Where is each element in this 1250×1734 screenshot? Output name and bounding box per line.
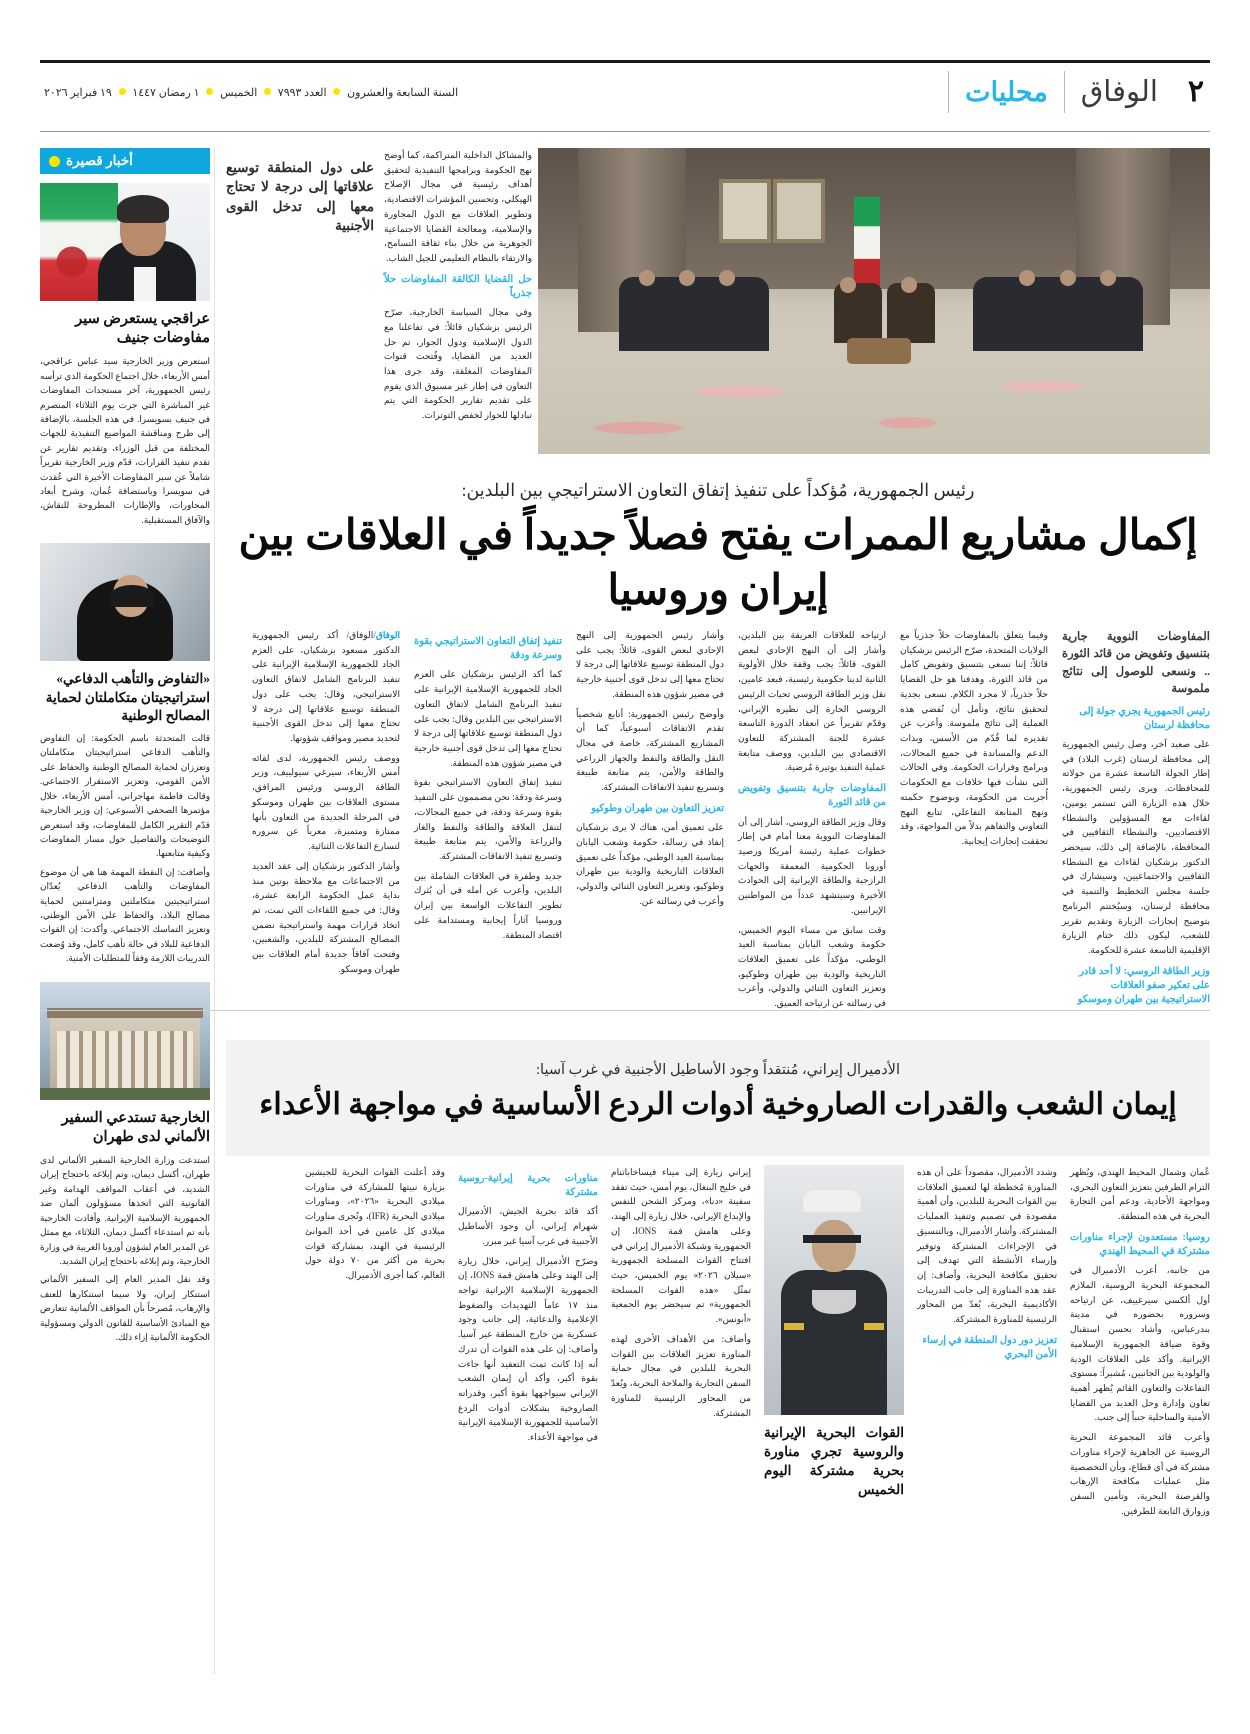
issue-number: العدد ٧٩٩٣ xyxy=(277,86,327,99)
iranian-navy-admiral-photo xyxy=(764,1165,904,1415)
short-news-body: قالت المتحدثة باسم الحكومة: إن التفاوض والتأهب الدفاعي استراتيجيتان متكاملتان وتعززان لحماية المصالح الوطنية والحفاظ على الأمن القومي، وتعزيز الاستقرار الاجتماعي. وقالت فاطمة مهاجراني، أمس الأربعاء، خلال مؤتمرها الصحفي الأسبوعي: إن وزير الخارجية قدّم التقرير الكامل للمفاوضات، وقد استعرض التوضيحات والتفاصيل حول مسار المفاوضات وكيفية متابعتها. وأضافت: إن النقطة المهمة هنا هي أن موضوع المفاوضات والتأهب الدفاعي يُعدّان استراتيجيتين متكاملتين ومتزامنتين لحماية مصالح البلاد، والحفاظ على الأمن الوطني، وتعزيز التماسك الاجتماعي. وأكدت: إن القوات الدفاعية للبلاد في حالة تأهب كامل، وقد وُضعت التدريبات اللازمة وفقاً للمتطلبات الأمنية. xyxy=(40,732,210,964)
issue-meta xyxy=(40,86,948,99)
list-item[interactable] xyxy=(40,543,210,965)
short-news-body: استدعت وزارة الخارجية السفير الألماني لدى طهران، أكسل ديمان، وتم إبلاغه باحتجاج إيران الشديد، في أعقاب المواقف الهدامة وغير القانونية التي اتخذها مسؤولون ألمان ضد الجمهورية الإسلامية الإيرانية. وأفادت الخارجية بأنه تم استدعاء أكسل ديمان، الثلاثاء، مع ممثل عن المدير العام لشؤون أوروبا الغربية في وزارة الخارجية، وتم إبلاغه باحتجاج إيران الشديد. وقد نقل المدير العام إلى السفير الألماني استنكار إيران، ولا سيما استنكارها للعنف والإرهاب، مُصرحاً بأن المواقف الألمانية تتعارض مع المبادئ الأساسية للقانون الدولي ومسؤولية الحكومة الألمانية إزاء ذلك. xyxy=(40,1154,210,1343)
araghchi-portrait-photo xyxy=(40,183,210,301)
issue-hijri-date: ١ رمضان ١٤٤٧ xyxy=(132,86,200,99)
subhead: مناورات بحرية إيرانية-روسية مشتركة xyxy=(458,1173,598,1199)
pezeshkian-russia-meeting-photo xyxy=(538,148,1210,454)
short-news-title: الخارجية تستدعي السفير الألماني لدى طهران xyxy=(61,1109,210,1145)
second-article-kicker: الأدميرال إيراني، مُنتقداً وجود الأساطيل الأجنبية في غرب آسيا: xyxy=(536,1062,900,1078)
second-article-title: إيمان الشعب والقدرات الصاروخية أدوات الردع الأساسية في مواجهة الأعداء xyxy=(259,1088,1177,1121)
page-number: ٢ xyxy=(1187,75,1204,108)
article-column: وشدد الأدميرال، مقصوداً على أن هذه المناورة مُخططة لها لتعميق العلاقات بين القوات البحرية للبلدين، وأن أهمية مقصودة في تصميم وتنفيذ العمليات المشتركة. وأشار الأدميرال، وبالتنسيق في الإجراءات المشتركة وتوفير وإرساء الأنشطة التي تهدف إلى تحقيق مكافحة البحرية، وأضاف: إن عقد هذه المناورة إلى جانب التدريبات الأكاديمية البحرية، يُعدّ من المحاور الرئيسية للمناورة المشتركة. تعزيز دور دول المنطقة في إرساء الأمن البحري xyxy=(917,1165,1057,1523)
short-news-sidebar xyxy=(40,148,210,1360)
article-column-lede: الوفاق/الوفاق/ أكد رئيس الجمهورية الدكتور مسعود بزشكيان، على العزم الجاد للجمهورية الإسلامية الإيرانية على تنفيذ البرنامج الشامل لاتفاق التعاون الاستراتيجي، وقال: يجب على دول المنطقة توسيع علاقاتها إلى درجة لا تحتاج معها إلى تدخل القوى الأجنبية لتحديد مصير ومواقف شؤونها. ووصف رئيس الجمهورية، لدى لقائه أمس الأربعاء، سيرغي سيولييف، وزير الطاقة الروسي ورئيس المرافق، مستوى العلاقات بين طهران وموسكو في المرحلة الجديدة من التعاون بأنها ممتازة ومتميزة، معرباً عن سروره لتسارع التفاعلات الثنائية. وأشار الدكتور بزشكيان إلى عقد العديد من الاجتماعات مع ملاحظة بوتين منذ بداية عمل الحكومة الرابعة عشرة، وقال: في جميع اللقاءات التي تمت، تم اتخاذ قرارات مهمة واستراتيجية نضمن المصالح المشتركة للبلدين، والشعبين، وفتحت آفاقاً جديدة أمام العلاقات بين طهران وموسكو. xyxy=(252,630,400,974)
short-news-banner xyxy=(40,148,210,174)
masthead-bottom-rule xyxy=(40,131,1210,132)
list-item[interactable] xyxy=(40,982,210,1345)
article-column: عُمان وشمال المحيط الهندي، ويُظهر التزام الطرفين بتعزيز التعاون البحري، ومواجهة الأحادية، ودعم أمن التجارة البحرية في هذه المنطقة. روسيا: مستعدون لإجراء مناورات مشتركة في المحيط الهندي من جانبه، أعرب الأدميرال في المجموعة البحرية الروسية، الملازم أول ألكسي سيرغييف، عن ارتياحه وسروره بحضوره في مدينة بندرعباس، وأشاد بحسن استقبال وقوة ضيافة الجمهورية الإسلامية الإيرانية. وأكد على العلاقات الودية والولودية بين الجانبين، مُشيراً: مستوى التفاعلات والتعاون القائم يُظهر أهمية تعاون وإدارة وحل العديد من القضايا الأمنية والساحلية جنباً إلى جنب. وأعرب قائد المجموعة البحرية الروسية عن الجاهزية لإجراء مناورات مشتركة في أي قطاع، وبأن التخصصية مثل عمليات مكافحة الإرهاب والقرصنة البحرية، وتأمين السفن وزوارق التابعة للطرفين. xyxy=(1070,1167,1210,1516)
issue-year: السنة السابعة والعشرون xyxy=(347,86,459,99)
list-item[interactable] xyxy=(40,183,210,527)
article-column: وفيما يتعلق بالمفاوضات حلاً جذرياً مع الولايات المتحدة، صرّح الرئيس بزشكيان قائلاً: إننا نسعى بتنسيق وتفويض كامل من قائد الثورة، وهدفنا هو حل القضايا حلاً جذرياً، لا مجرد الكلام. نسعى بجدية لتحقيق نتائج، ونأمل أن تُفضي هذه العملية إلى نتائج ملموسة. وأعرب عن تقديره لما قُدّم من الأسس، وبذات الدعم والمساندة في جميع المجالات، وبرامج وفرارات الحكومة. وفي الحالات التي نشأت فيها خلافات مع الحكومات أُجريت من الحكومة، وبوضوح حكمته ونهج المتابعة التفاعلي، تتابع النهج التعاوني والتفاهم بدلاً من المواجهة، وقد تحققت إنجازات إيجابية. xyxy=(900,630,1048,847)
standfirst: على دول المنطقة توسيع علاقاتها إلى درجة لا تحتاج معها إلى تدخل القوى الأجنبية xyxy=(226,160,374,234)
headline-block xyxy=(226,478,1210,620)
sidebar-separator-rule xyxy=(214,148,215,1674)
article-separator-rule xyxy=(40,1010,1210,1011)
bullet-dot-icon xyxy=(264,88,271,95)
issue-gregorian-date: ١٩ فبراير ٢٠٢٦ xyxy=(44,86,112,99)
paper-name: الوفاق xyxy=(1080,75,1158,108)
subhead: وزير الطاقة الروسي: لا أحد قادر على تعكير صفو العلاقات الاستراتيجية بين طهران وموسكو xyxy=(1077,965,1210,1006)
article-column-with-photo xyxy=(764,1165,904,1523)
article-kicker: رئيس الجمهورية، مُؤكداً على تنفيذ إتفاق التعاون الاستراتيجي بين البلدين: xyxy=(461,480,975,500)
bullet-dot-icon xyxy=(333,88,340,95)
short-news-title: «التفاوض والتأهب الدفاعي» استراتيجيتان متكاملتان لحماية المصالح الوطنية xyxy=(45,671,210,723)
short-news-title: عراقجي يستعرض سير مفاوضات جنيف xyxy=(75,311,210,347)
woman-official-photo xyxy=(40,543,210,661)
article-column: ارتياحه للعلاقات العريقة بين البلدين، وأشار إلى أن النهج الإحادي لبعض القوى، قائلاً: يجب وقفة خلال الأولوية الثانية لدينا حكومية رئيسية، فبعد عامين، نقل وزير الطاقة الروسي تحيات الرئيس الروسي الحارة إلى نظيره الإيراني، وقدّم تقريراً عن انعقاد الدورة التاسعة عشرة للجنة المشتركة للتعاون الاقتصادي بين البلدين، ووصف متابعة عملية التنفيذ بوتيرة مُرضية. المفاوضات جارية بتنسيق وتفويض من قائد الثورة وقال وزير الطاقة الروسي، أشار إلى أن المفاوضات النووية معنا أمام في إطار خطوات عملية رئيسة أمريكا ورصيد أوروبا الحكومية المعمقة والجهات الرازجية والطاقة الإيرانية إلى الحوادث الأخيرة وسيتشهد عدداً من المواطنين الإيرانيين. وقت سابق من مساء اليوم الخميس، حكومة وشعب اليابان بمناسبة العيد الوطني، مؤكداً على تعميق العلاقات التاريخية والودية بين طهران وطوكيو، وتعزيز التعاون الثنائي والدولي، وأعرب في رسالته عن ارتياحه العميق. xyxy=(738,630,886,1009)
bullet-dot-icon xyxy=(119,88,126,95)
pull-quote: المفاوضات النووية جارية بتنسيق وتفويض من قائد الثورة .. ونسعى للوصول إلى نتائج ملموسة xyxy=(1062,630,1210,696)
photo-caption: القوات البحرية الإيرانية والروسية تجري مناورة بحرية مشتركة اليوم الخميس xyxy=(764,1425,904,1498)
subhead: تعزيز دور دول المنطقة في إرساء الأمن البحري xyxy=(922,1334,1057,1361)
article-column: إيراني زيارة إلى ميناء فيساخاباتنام في خليج البنغال، يوم أمس، حيث تفقد سفينة «دنا»، ومركز الشحن للنفس والإبداع الإيراني، خلال زيارة إلى الهند، وعلى هامش قمة IONS، إن الجمهورية وشبكة الأدميرال إيراني في افتتاح القوات المسلحة الجمهورية «سيلان ٢٠٢٦» يوم الخميس، حيث تمثّل «هذه القوات المسلحة الجمهورية» تم سيحضر يوم الجمعية «أبونس». وأضاف: من الأهداف الأخرى لهذه المناورة تعزيز العلاقات بين القوات البحرية للبلدين في مجال حماية السفن التجارية والملاحة البحرية، ويُعدّ من المحاور الرئيسية للمناورة المشتركة. xyxy=(611,1167,751,1418)
subhead: تعزيز التعاون بين طهران وطوكيو xyxy=(591,802,724,814)
article-column-lede: وقد أعلنت القوات البحرية للجيشين بزيارة نبيتها للمشاركة في مناورات ميلادي البحرية «٢٠٢٦»، ومناورات ميلادي البحرية (IFR)، وتُجرى مناورات ميلادي كل عامين في أحد الموانئ الرئيسية في الهند، بمشاركة قوات بحرية من أكثر من ٧٠ دولة حول العالم، كما أجرى الأدميرال. xyxy=(305,1167,446,1281)
article-column: المفاوضات النووية جارية بتنسيق وتفويض من قائد الثورة .. ونسعى للوصول إلى نتائج ملموسة رئيس الجمهورية يجري جولة إلى محافظة لرستان على صعيد آخر، وصل رئيس الجمهورية إلى محافظة لرستان (غرب البلاد) في إطار الجولة التاسعة عشرة من جولاته للمحافظات. ويرى رئيس الجمهورية، خلال هذه الزيارة التي تستمر يومين، لقاءات مع المسؤولين والنشطاء الاقتصاديين، والنشطاء الثقافيين في المحافظة، بالإضافة إلى ذلك، سيحضر الدكتور بزشكيان لقاءات مع النشطاء الثقافيين والاجتماعيين، وسيشارك في جلسة مجلس التخطيط والتنمية في محافظة لرستان، وسيُختتم البرنامج بتوضيح إنجازات الزيارة وتقديم تقرير للشعب، ليكون ذلك ختام الزيارة الإقليمية التاسعة عشرة للحكومة. وزير الطاقة الروسي: لا أحد قادر على تعكير صفو العلاقات الاستراتيجية بين طهران وموسكو xyxy=(1062,628,1210,1016)
subhead: روسيا: مستعدون لإجراء مناورات مشتركة في المحيط الهندي xyxy=(1070,1231,1210,1258)
short-news-body: استعرض وزير الخارجية سيد عباس عراقجي، أمس الأربعاء، خلال اجتماع الحكومة الذي ترأسه رئيس الجمهورية، آخر مستجدات المفاوضات غير المباشرة التي جرت يوم الثلاثاء المنصرم في جنيف بسويسرا. في هذه الجلسة، بالإضافة إلى طرح ومناقشة المواضيع التنفيذية للجهات المختلفة من قبل الوزراء، وتقديم تقارير عن تقدم تنفيذ القرارات، قدّم وزير الخارجية تقريراً شاملاً عن سير المفاوضات الأخيرة التي عُقدت في سويسرا وباستضافة عُمان، وشرح أبعاد المحاورات، والإطارات المطروحة للنقاش، والآفاق المستقبلية. xyxy=(40,356,210,525)
masthead-divider-2 xyxy=(948,71,949,113)
section-title: محليات xyxy=(965,76,1048,107)
issue-weekday: الخميس xyxy=(220,86,258,99)
dateline: الوفاق/ xyxy=(373,630,400,640)
bullet-dot-icon xyxy=(206,88,213,95)
masthead-divider xyxy=(1064,71,1065,113)
masthead xyxy=(40,60,1210,124)
short-news-banner-label: أخبار قصيرة xyxy=(66,153,133,168)
subhead: المفاوضات جارية بتنسيق وتفويض من قائد الثورة xyxy=(738,783,886,809)
page-title: إكمال مشاريع الممرات يفتح فصلاً جديداً في العلاقات بين إيران وروسيا xyxy=(238,512,1198,615)
subhead: رئيس الجمهورية يجري جولة إلى محافظة لرستان xyxy=(1079,705,1210,731)
bullet-dot-icon xyxy=(49,156,60,167)
second-article-header xyxy=(226,1040,1210,1156)
pre-column-text: والمشاكل الداخلية المتراكمة، كما أوضح نهج الحكومة وبرامجها التنفيذية لتحقيق أهداف رئيسية في مجال الإصلاح الهيكلي، وتحسين المؤشرات الاقتصادية، وتطوير العلاقات مع الدول المجاورة والإسلامية، ومعالجة القضايا الاجتماعية الجوهرية من خلال بناء ثقافة التسامح، والارتقاء بالنظام التعليمي للجيل الشاب. حل القضايا الكالقة المفاوضات حلاً جذرياً وفي مجال السياسة الخارجية، صرّح الرئيس بزشكيان قائلاً: في تفاعلنا مع الدول الإسلامية ودول الجوار، تم حل العديد من القضايا، وفُتحت قنوات المفاوضات المغلقة، وقد جرى هذا التعاون في إطار غير مسبوق الذي يقوم على تقديم تقارير الحكومة التي يتم تبادلها للحوار لخفض التوترات. xyxy=(384,150,532,421)
article-column: تنفيذ إتفاق التعاون الاستراتيجي بقوة وسرعة ودقة كما أكد الرئيس بزشكيان على العزم الجاد للجمهورية الإسلامية الإيرانية على تنفيذ البرنامج الشامل لاتفاق التعاون الاستراتيجي بين البلدين وقال: يجب على دول المنطقة توسيع علاقاتها إلى درجة لا تحتاج معها إلى تدخل قوى أجنبية خارجية في مصير شؤون هذه المنطقة. تنفيذ إتفاق التعاون الاستراتيجي بقوة وسرعة ودقة: نحن مصممون على التنفيذ بقوة وسرعة ودقة، في جميع المجالات، لتنقل العلاقة والطاقة والنفط والغاز والزراعة والأمن، يتم متابعة طبيعة وتسريع تنفيذ الاتفاقات المشتركة. جديد وطفرة في العلاقات الشاملة بين البلدين، وأعرب عن أمله في أن يُثرك تطوير التفاعلات الواسعة بين إيران وروسيا آثاراً إيجابية ومستدامة على اقتصاد المنطقة. xyxy=(414,636,562,940)
article-column: وأشار رئيس الجمهورية إلى النهج الإحادي لبعض القوى، قائلاً: يجب على دول المنطقة توسيع علاقاتها إلى درجة لا تحتاج معها إلى تدخل قوى أجنبية خارجية في مصير شؤون هذه المنطقة. وأوضح رئيس الجمهورية: أتابع شخصياً تقدم الاتفاقات أسبوعياً، كما أن المشاريع المشتركة، خاصة في مجال النقل والطاقة والنفط والجهاز الزراعي والطاقة والأمن، يتم متابعة طبيعة وتسريع تنفيذ الاتفاقات المشتركة. تعزيز التعاون بين طهران وطوكيو على تعميق أمن، هناك لا يرى بزشكيان إنفاذ في رسالة، حكومة وشعب اليابان بمناسبة العيد الوطني، مؤكداً على تعميق العلاقات التاريخية والودية بين طهران وطوكيو، وتعزيز التعاون الثنائي والدولي، وأعرب في رسالته عن. xyxy=(576,630,724,906)
subhead: تنفيذ إتفاق التعاون الاستراتيجي بقوة وسرعة ودقة xyxy=(414,636,562,662)
main-article-columns xyxy=(226,628,1210,1016)
article-column: مناورات بحرية إيرانية-روسية مشتركة أكد قائد بحرية الجيش، الأدميرال شهرام إيراني، أن وجود الأساطيل الأجنبية في غرب آسيا غير مبرر. وصرّح الأدميرال إيراني، خلال زيارة إلى الهند وعلى هامش قمة IONS، إن الجمهورية الإسلامية الإيرانية تواجه منذ ١٧ عاماً التهديدات والضغوط الإعلامية والدعائية، إلى جانب وجود عسكرية من خارج المنطقة غير آسيا. وأضاف: إن على هذه القوات أن تدرك أنه إذا كانت تمت التعقيد أنها جاءت بقوة أكبر، وأكد أن إيمان الشعب الإيراني سيواجهها بقوة أكبر، وقدراته الصاروخية بشكلات أدوات الردع الأساسية للجمهورية الإسلامية الإيرانية في مواجهة الأعداء. xyxy=(458,1173,598,1443)
second-article-columns xyxy=(226,1165,1210,1523)
foreign-ministry-building-photo xyxy=(40,982,210,1100)
subhead: حل القضايا الكالقة المفاوضات حلاً جذرياً xyxy=(384,273,532,299)
